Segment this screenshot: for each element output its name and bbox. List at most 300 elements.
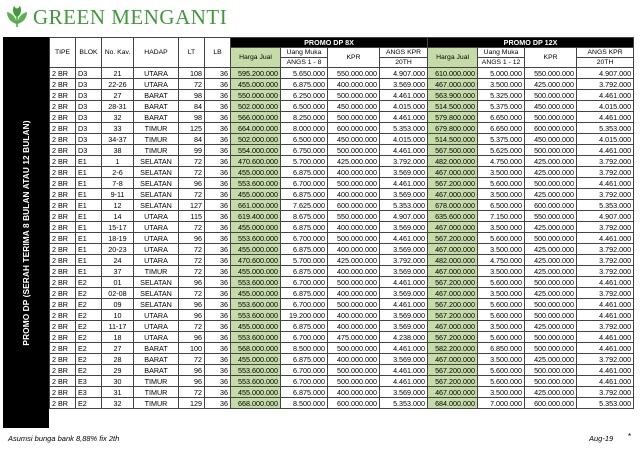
cell-harga-jual-8: 553.600.000: [231, 233, 281, 244]
cell-angs-kpr-12: 3.792.000: [577, 222, 634, 233]
table-row: [50, 299, 634, 310]
cell-lt: 125: [179, 123, 205, 134]
cell-angs-kpr-12: 3.792.000: [577, 244, 634, 255]
cell-uang-muka-12: 3.500.000: [478, 189, 525, 200]
footer-note: Asumsi bunga bank 8,88% fix 2th: [8, 434, 120, 443]
cell-uang-muka-8: 6.700.000: [281, 277, 328, 288]
cell-harga-jual-8: 470.600.000: [231, 255, 281, 266]
cell-uang-muka-12: 5.600.000: [478, 299, 525, 310]
table-row: [50, 244, 634, 255]
cell-uang-muka-8: 6.875.000: [281, 354, 328, 365]
cell-lb: 36: [205, 200, 231, 211]
cell-hadap: BARAT: [134, 343, 179, 354]
cell-lb: 36: [205, 189, 231, 200]
cell-blok: E1: [76, 244, 102, 255]
col-angs-kpr-12: ANGS KPR: [577, 48, 634, 58]
table-row: [50, 123, 634, 134]
cell-hadap: SELATAN: [134, 178, 179, 189]
cell-angs-kpr-12: 3.792.000: [577, 288, 634, 299]
table-row: [50, 343, 634, 354]
col-harga-jual-8: Harga Jual: [231, 48, 281, 68]
cell-kpr-8: 400.000.000: [328, 288, 380, 299]
cell-harga-jual-12: 467.000.000: [428, 222, 478, 233]
table-row: [50, 332, 634, 343]
cell-hadap: UTARA: [134, 211, 179, 222]
cell-blok: E2: [76, 321, 102, 332]
cell-kpr-8: 600.000.000: [328, 200, 380, 211]
cell-tipe: 2 BR: [50, 123, 76, 134]
cell-kpr-12: 500.000.000: [525, 332, 577, 343]
cell-harga-jual-8: 664.000.000: [231, 123, 281, 134]
cell-lt: 72: [179, 244, 205, 255]
cell-hadap: TIMUR: [134, 266, 179, 277]
cell-no-kav: 7-8: [102, 178, 134, 189]
cell-lb: 36: [205, 277, 231, 288]
cell-hadap: TIMUR: [134, 387, 179, 398]
cell-kpr-8: 450.000.000: [328, 101, 380, 112]
cell-angs-kpr-8: 4.461.000: [380, 343, 428, 354]
cell-uang-muka-8: 6.700.000: [281, 365, 328, 376]
cell-lt: 84: [179, 134, 205, 145]
cell-harga-jual-8: 553.600.000: [231, 299, 281, 310]
cell-harga-jual-12: 567.200.000: [428, 178, 478, 189]
cell-tipe: 2 BR: [50, 244, 76, 255]
cell-lt: 96: [179, 178, 205, 189]
cell-tipe: 2 BR: [50, 134, 76, 145]
cell-lt: 84: [179, 101, 205, 112]
cell-lb: 36: [205, 156, 231, 167]
promo-12x-header: PROMO DP 12X: [428, 38, 634, 48]
cell-uang-muka-12: 5.600.000: [478, 332, 525, 343]
cell-kpr-8: 425.000.000: [328, 156, 380, 167]
cell-lt: 72: [179, 156, 205, 167]
cell-lt: 108: [179, 68, 205, 79]
cell-kpr-8: 500.000.000: [328, 90, 380, 101]
cell-harga-jual-8: 455.000.000: [231, 79, 281, 90]
cell-angs-kpr-12: 5.353.000: [577, 200, 634, 211]
cell-angs-kpr-8: 5.353.000: [380, 123, 428, 134]
cell-lb: 36: [205, 167, 231, 178]
cell-uang-muka-12: 7.000.000: [478, 398, 525, 409]
cell-kpr-12: 500.000.000: [525, 178, 577, 189]
cell-harga-jual-8: 553.600.000: [231, 178, 281, 189]
cell-uang-muka-8: 6.875.000: [281, 189, 328, 200]
cell-tipe: 2 BR: [50, 68, 76, 79]
cell-blok: E2: [76, 277, 102, 288]
cell-blok: D3: [76, 68, 102, 79]
cell-blok: E1: [76, 266, 102, 277]
cell-no-kav: 28-31: [102, 101, 134, 112]
cell-no-kav: 14: [102, 211, 134, 222]
cell-lb: 36: [205, 376, 231, 387]
cell-hadap: BARAT: [134, 354, 179, 365]
cell-lt: 96: [179, 332, 205, 343]
cell-tipe: 2 BR: [50, 288, 76, 299]
cell-uang-muka-8: 6.875.000: [281, 79, 328, 90]
cell-angs-kpr-12: 3.792.000: [577, 354, 634, 365]
cell-kpr-8: 500.000.000: [328, 277, 380, 288]
cell-uang-muka-12: 4.750.000: [478, 255, 525, 266]
footer-date: Aug-19: [589, 434, 614, 443]
cell-lt: 72: [179, 167, 205, 178]
cell-lb: 36: [205, 222, 231, 233]
cell-harga-jual-8: 455.000.000: [231, 321, 281, 332]
cell-harga-jual-12: 567.500.000: [428, 145, 478, 156]
cell-kpr-8: 400.000.000: [328, 167, 380, 178]
cell-kpr-12: 600.000.000: [525, 398, 577, 409]
cell-kpr-8: 550.000.000: [328, 211, 380, 222]
cell-blok: E2: [76, 299, 102, 310]
table-row: [50, 90, 634, 101]
cell-tipe: 2 BR: [50, 387, 76, 398]
cell-kpr-12: 425.000.000: [525, 79, 577, 90]
cell-hadap: BARAT: [134, 365, 179, 376]
cell-lt: 96: [179, 310, 205, 321]
cell-angs-kpr-8: 4.461.000: [380, 178, 428, 189]
cell-angs-kpr-8: 3.569.000: [380, 79, 428, 90]
cell-kpr-8: 500.000.000: [328, 178, 380, 189]
cell-uang-muka-12: 3.500.000: [478, 79, 525, 90]
cell-kpr-12: 450.000.000: [525, 134, 577, 145]
cell-kpr-12: 500.000.000: [525, 277, 577, 288]
cell-blok: E2: [76, 343, 102, 354]
cell-tipe: 2 BR: [50, 156, 76, 167]
cell-uang-muka-8: 6.875.000: [281, 222, 328, 233]
cell-harga-jual-12: 482.000.000: [428, 156, 478, 167]
cell-lt: 72: [179, 387, 205, 398]
cell-harga-jual-12: 563.900.000: [428, 90, 478, 101]
cell-kpr-12: 425.000.000: [525, 244, 577, 255]
cell-no-kav: 9-11: [102, 189, 134, 200]
col-tenor-12: 20TH: [577, 58, 634, 68]
cell-hadap: UTARA: [134, 332, 179, 343]
cell-harga-jual-12: 567.200.000: [428, 277, 478, 288]
cell-kpr-8: 500.000.000: [328, 145, 380, 156]
cell-harga-jual-12: 467.000.000: [428, 288, 478, 299]
table-row: [50, 310, 634, 321]
cell-uang-muka-8: 6.700.000: [281, 376, 328, 387]
cell-angs-kpr-8: 3.569.000: [380, 222, 428, 233]
cell-hadap: TIMUR: [134, 134, 179, 145]
cell-harga-jual-8: 502.000.000: [231, 134, 281, 145]
col-harga-jual-12: Harga Jual: [428, 48, 478, 68]
cell-angs-kpr-8: 4.015.000: [380, 101, 428, 112]
cell-kpr-8: 425.000.000: [328, 255, 380, 266]
col-tenor-8: 20TH: [380, 58, 428, 68]
cell-blok: E1: [76, 178, 102, 189]
cell-harga-jual-12: 467.000.000: [428, 167, 478, 178]
cell-hadap: BARAT: [134, 90, 179, 101]
cell-uang-muka-12: 6.500.000: [478, 200, 525, 211]
table-row: [50, 112, 634, 123]
cell-kpr-12: 425.000.000: [525, 321, 577, 332]
cell-blok: E2: [76, 310, 102, 321]
cell-kpr-12: 425.000.000: [525, 189, 577, 200]
cell-tipe: 2 BR: [50, 266, 76, 277]
cell-no-kav: 34-37: [102, 134, 134, 145]
cell-blok: D3: [76, 90, 102, 101]
cell-hadap: SELATAN: [134, 200, 179, 211]
cell-angs-kpr-8: 3.792.000: [380, 156, 428, 167]
cell-lb: 36: [205, 145, 231, 156]
table-body: [50, 68, 634, 409]
cell-angs-kpr-12: 4.461.000: [577, 233, 634, 244]
cell-angs-kpr-12: 4.461.000: [577, 299, 634, 310]
cell-uang-muka-8: 6.250.000: [281, 90, 328, 101]
cell-lb: 36: [205, 134, 231, 145]
cell-uang-muka-8: 8.000.000: [281, 123, 328, 134]
cell-tipe: 2 BR: [50, 112, 76, 123]
cell-hadap: UTARA: [134, 68, 179, 79]
cell-no-kav: 33: [102, 123, 134, 134]
cell-harga-jual-8: 455.000.000: [231, 244, 281, 255]
cell-kpr-8: 400.000.000: [328, 354, 380, 365]
cell-uang-muka-8: 5.700.000: [281, 156, 328, 167]
cell-lb: 36: [205, 112, 231, 123]
cell-harga-jual-12: 467.000.000: [428, 244, 478, 255]
cell-no-kav: 32: [102, 398, 134, 409]
cell-hadap: TIMUR: [134, 123, 179, 134]
cell-uang-muka-12: 3.500.000: [478, 288, 525, 299]
cell-lt: 100: [179, 343, 205, 354]
cell-angs-kpr-8: 4.907.000: [380, 211, 428, 222]
cell-kpr-12: 600.000.000: [525, 200, 577, 211]
cell-kpr-12: 500.000.000: [525, 343, 577, 354]
cell-angs-kpr-8: 3.569.000: [380, 321, 428, 332]
cell-uang-muka-12: 5.600.000: [478, 310, 525, 321]
cell-angs-kpr-12: 4.461.000: [577, 178, 634, 189]
cell-angs-kpr-8: 4.461.000: [380, 233, 428, 244]
cell-harga-jual-8: 568.000.000: [231, 343, 281, 354]
cell-harga-jual-8: 619.400.000: [231, 211, 281, 222]
cell-hadap: UTARA: [134, 255, 179, 266]
col-hadap: HADAP: [134, 38, 179, 68]
cell-angs-kpr-12: 5.353.000: [577, 398, 634, 409]
cell-lt: 72: [179, 354, 205, 365]
cell-uang-muka-8: 8.675.000: [281, 211, 328, 222]
cell-kpr-8: 475.000.000: [328, 332, 380, 343]
cell-uang-muka-8: 8.500.000: [281, 343, 328, 354]
cell-kpr-12: 425.000.000: [525, 255, 577, 266]
cell-kpr-8: 400.000.000: [328, 266, 380, 277]
col-blok: BLOK: [76, 38, 102, 68]
cell-no-kav: 20-23: [102, 244, 134, 255]
cell-lt: 72: [179, 266, 205, 277]
price-list: [3, 37, 633, 428]
cell-harga-jual-12: 482.000.000: [428, 255, 478, 266]
cell-angs-kpr-12: 4.461.000: [577, 145, 634, 156]
cell-tipe: 2 BR: [50, 211, 76, 222]
cell-tipe: 2 BR: [50, 189, 76, 200]
cell-uang-muka-12: 5.600.000: [478, 233, 525, 244]
cell-hadap: TIMUR: [134, 398, 179, 409]
cell-lb: 36: [205, 68, 231, 79]
cell-lt: 96: [179, 376, 205, 387]
table-row: [50, 79, 634, 90]
cell-blok: E3: [76, 376, 102, 387]
cell-no-kav: 09: [102, 299, 134, 310]
cell-lt: 129: [179, 398, 205, 409]
cell-blok: E1: [76, 211, 102, 222]
cell-uang-muka-8: 6.750.000: [281, 145, 328, 156]
cell-angs-kpr-12: 4.461.000: [577, 365, 634, 376]
cell-hadap: BARAT: [134, 112, 179, 123]
table-row: [50, 277, 634, 288]
cell-angs-kpr-8: 4.015.000: [380, 134, 428, 145]
cell-harga-jual-12: 610.000.000: [428, 68, 478, 79]
cell-kpr-12: 425.000.000: [525, 222, 577, 233]
cell-lb: 36: [205, 365, 231, 376]
cell-no-kav: 22-26: [102, 79, 134, 90]
cell-angs-kpr-8: 3.569.000: [380, 266, 428, 277]
cell-angs-kpr-8: 4.238.000: [380, 332, 428, 343]
cell-harga-jual-12: 567.200.000: [428, 365, 478, 376]
col-angs-1-8: ANGS 1 - 8: [281, 58, 328, 68]
cell-tipe: 2 BR: [50, 299, 76, 310]
cell-kpr-8: 400.000.000: [328, 310, 380, 321]
col-lb: LB: [205, 38, 231, 68]
cell-no-kav: 2-6: [102, 167, 134, 178]
cell-tipe: 2 BR: [50, 354, 76, 365]
cell-hadap: UTARA: [134, 222, 179, 233]
cell-hadap: BARAT: [134, 101, 179, 112]
table-row: [50, 398, 634, 409]
table-row: [50, 200, 634, 211]
cell-lb: 36: [205, 266, 231, 277]
cell-uang-muka-8: 19.200.000: [281, 310, 328, 321]
cell-uang-muka-12: 7.150.000: [478, 211, 525, 222]
cell-blok: E3: [76, 387, 102, 398]
cell-harga-jual-8: 553.600.000: [231, 277, 281, 288]
cell-tipe: 2 BR: [50, 178, 76, 189]
side-label: PROMO DP (SERAH TERIMA 8 BULAN ATAU 12 BULAN): [21, 119, 31, 346]
col-no-kav: No. Kav.: [102, 38, 134, 68]
cell-uang-muka-8: 6.875.000: [281, 387, 328, 398]
cell-no-kav: 37: [102, 266, 134, 277]
cell-tipe: 2 BR: [50, 222, 76, 233]
cell-angs-kpr-8: 5.353.000: [380, 398, 428, 409]
cell-uang-muka-8: 8.250.000: [281, 112, 328, 123]
cell-blok: E1: [76, 222, 102, 233]
cell-hadap: UTARA: [134, 321, 179, 332]
cell-kpr-8: 500.000.000: [328, 233, 380, 244]
cell-tipe: 2 BR: [50, 310, 76, 321]
cell-harga-jual-8: 668.000.000: [231, 398, 281, 409]
table-row: [50, 354, 634, 365]
cell-lb: 36: [205, 354, 231, 365]
cell-lb: 36: [205, 255, 231, 266]
cell-angs-kpr-12: 5.353.000: [577, 123, 634, 134]
cell-uang-muka-12: 5.600.000: [478, 376, 525, 387]
promo-8x-header: PROMO DP 8X: [231, 38, 428, 48]
cell-hadap: SELATAN: [134, 277, 179, 288]
cell-kpr-12: 550.000.000: [525, 211, 577, 222]
cell-harga-jual-8: 553.600.000: [231, 310, 281, 321]
cell-uang-muka-12: 5.375.000: [478, 101, 525, 112]
cell-lb: 36: [205, 310, 231, 321]
cell-lt: 115: [179, 211, 205, 222]
cell-blok: E1: [76, 189, 102, 200]
cell-uang-muka-12: 5.000.000: [478, 68, 525, 79]
cell-harga-jual-8: 455.000.000: [231, 387, 281, 398]
table-row: [50, 365, 634, 376]
cell-hadap: SELATAN: [134, 189, 179, 200]
cell-harga-jual-12: 467.000.000: [428, 354, 478, 365]
cell-kpr-12: 600.000.000: [525, 123, 577, 134]
cell-lt: 72: [179, 321, 205, 332]
cell-angs-kpr-12: 4.461.000: [577, 332, 634, 343]
cell-lb: 36: [205, 123, 231, 134]
cell-no-kav: 15-17: [102, 222, 134, 233]
cell-lt: 98: [179, 90, 205, 101]
cell-hadap: TIMUR: [134, 145, 179, 156]
cell-harga-jual-12: 582.200.000: [428, 343, 478, 354]
cell-blok: E2: [76, 332, 102, 343]
table-row: [50, 387, 634, 398]
cell-no-kav: 28: [102, 354, 134, 365]
cell-harga-jual-8: 661.000.000: [231, 200, 281, 211]
cell-harga-jual-8: 554.000.000: [231, 145, 281, 156]
cell-kpr-8: 400.000.000: [328, 387, 380, 398]
cell-uang-muka-8: 5.650.000: [281, 68, 328, 79]
cell-tipe: 2 BR: [50, 365, 76, 376]
cell-uang-muka-12: 3.500.000: [478, 321, 525, 332]
cell-kpr-12: 500.000.000: [525, 90, 577, 101]
cell-harga-jual-12: 567.200.000: [428, 233, 478, 244]
cell-kpr-12: 500.000.000: [525, 145, 577, 156]
cell-uang-muka-12: 6.650.000: [478, 112, 525, 123]
cell-angs-kpr-12: 3.792.000: [577, 79, 634, 90]
cell-uang-muka-8: 8.500.000: [281, 398, 328, 409]
cell-uang-muka-12: 4.750.000: [478, 156, 525, 167]
cell-uang-muka-8: 6.700.000: [281, 178, 328, 189]
cell-lt: 127: [179, 200, 205, 211]
cell-angs-kpr-12: 4.461.000: [577, 112, 634, 123]
cell-uang-muka-8: 6.875.000: [281, 266, 328, 277]
cell-angs-kpr-8: 4.461.000: [380, 277, 428, 288]
cell-harga-jual-12: 567.200.000: [428, 376, 478, 387]
cell-angs-kpr-8: 3.792.000: [380, 255, 428, 266]
table-row: [50, 134, 634, 145]
cell-harga-jual-8: 455.000.000: [231, 288, 281, 299]
cell-tipe: 2 BR: [50, 167, 76, 178]
cell-lb: 36: [205, 233, 231, 244]
cell-lt: 96: [179, 233, 205, 244]
cell-lb: 36: [205, 244, 231, 255]
cell-harga-jual-8: 553.600.000: [231, 365, 281, 376]
cell-harga-jual-12: 579.800.000: [428, 112, 478, 123]
cell-kpr-8: 400.000.000: [328, 189, 380, 200]
cell-angs-kpr-12: 3.792.000: [577, 321, 634, 332]
cell-blok: D3: [76, 112, 102, 123]
cell-no-kav: 27: [102, 343, 134, 354]
cell-uang-muka-12: 5.625.000: [478, 145, 525, 156]
cell-blok: E2: [76, 288, 102, 299]
cell-no-kav: 38: [102, 145, 134, 156]
cell-angs-kpr-8: 3.569.000: [380, 167, 428, 178]
cell-no-kav: 18-19: [102, 233, 134, 244]
cell-angs-kpr-8: 4.461.000: [380, 90, 428, 101]
col-angs-1-12: ANGS 1 - 12: [478, 58, 525, 68]
cell-angs-kpr-12: 3.792.000: [577, 167, 634, 178]
cell-uang-muka-8: 6.875.000: [281, 167, 328, 178]
cell-kpr-8: 450.000.000: [328, 134, 380, 145]
table-row: [50, 376, 634, 387]
cell-kpr-12: 425.000.000: [525, 354, 577, 365]
cell-uang-muka-8: 6.700.000: [281, 233, 328, 244]
col-uang-muka-12: Uang Muka: [478, 48, 525, 58]
cell-no-kav: 11-17: [102, 321, 134, 332]
